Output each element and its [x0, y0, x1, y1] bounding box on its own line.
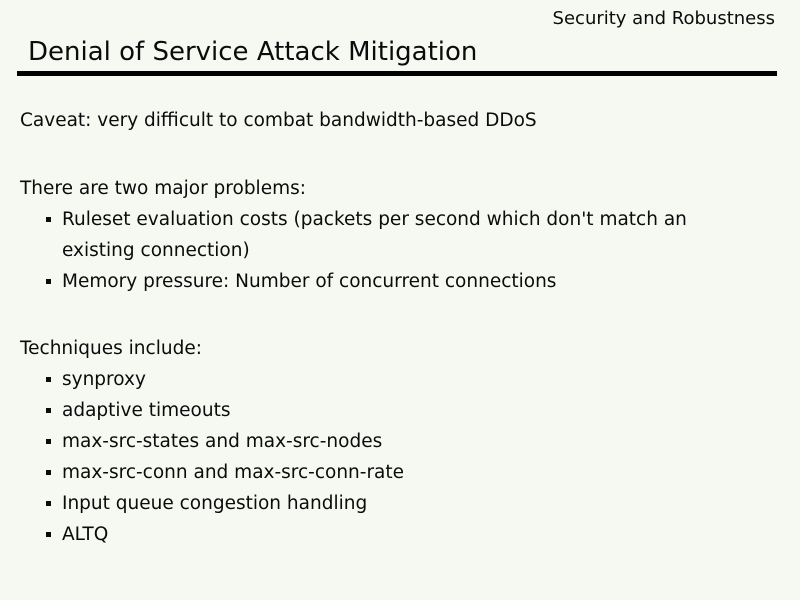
- problems-bullet-list: [20, 204, 784, 297]
- page-title: Denial of Service Attack Mitigation: [28, 37, 478, 67]
- bullet-item: [46, 488, 784, 519]
- slide-body: [20, 100, 784, 550]
- bullet-text: max-src-conn and max-src-conn-rate: [62, 462, 405, 483]
- square-bullet-icon: [46, 279, 51, 284]
- section-problems: [20, 177, 784, 297]
- square-bullet-icon: [46, 470, 51, 475]
- section-problems-heading: There are two major problems:: [20, 178, 306, 199]
- bullet-item: [46, 426, 784, 457]
- caveat-text: Caveat: very difficult to combat bandwidth-based DDoS: [20, 110, 537, 131]
- bullet-item: [46, 395, 784, 426]
- bullet-text: adaptive timeouts: [62, 400, 231, 421]
- square-bullet-icon: [46, 532, 51, 537]
- title-rule: [17, 71, 777, 76]
- square-bullet-icon: [46, 217, 51, 222]
- bullet-text: max-src-states and max-src-nodes: [62, 431, 383, 452]
- bullet-item: [46, 364, 784, 395]
- bullet-item: [46, 266, 784, 297]
- section-techniques-heading: Techniques include:: [20, 338, 202, 359]
- square-bullet-icon: [46, 408, 51, 413]
- bullet-text: Memory pressure: Number of concurrent connections: [62, 271, 557, 292]
- slide-header-label: Security and Robustness: [552, 8, 775, 29]
- square-bullet-icon: [46, 501, 51, 506]
- bullet-item: [46, 204, 784, 266]
- section-techniques: [20, 337, 784, 550]
- techniques-bullet-list: [20, 364, 784, 550]
- bullet-text: synproxy: [62, 369, 146, 390]
- square-bullet-icon: [46, 439, 51, 444]
- bullet-text: ALTQ: [62, 524, 109, 545]
- bullet-item: [46, 519, 784, 550]
- bullet-item: [46, 457, 784, 488]
- square-bullet-icon: [46, 377, 51, 382]
- bullet-text: Ruleset evaluation costs (packets per second which don't match an existing connection): [62, 209, 687, 261]
- bullet-text: Input queue congestion handling: [62, 493, 368, 514]
